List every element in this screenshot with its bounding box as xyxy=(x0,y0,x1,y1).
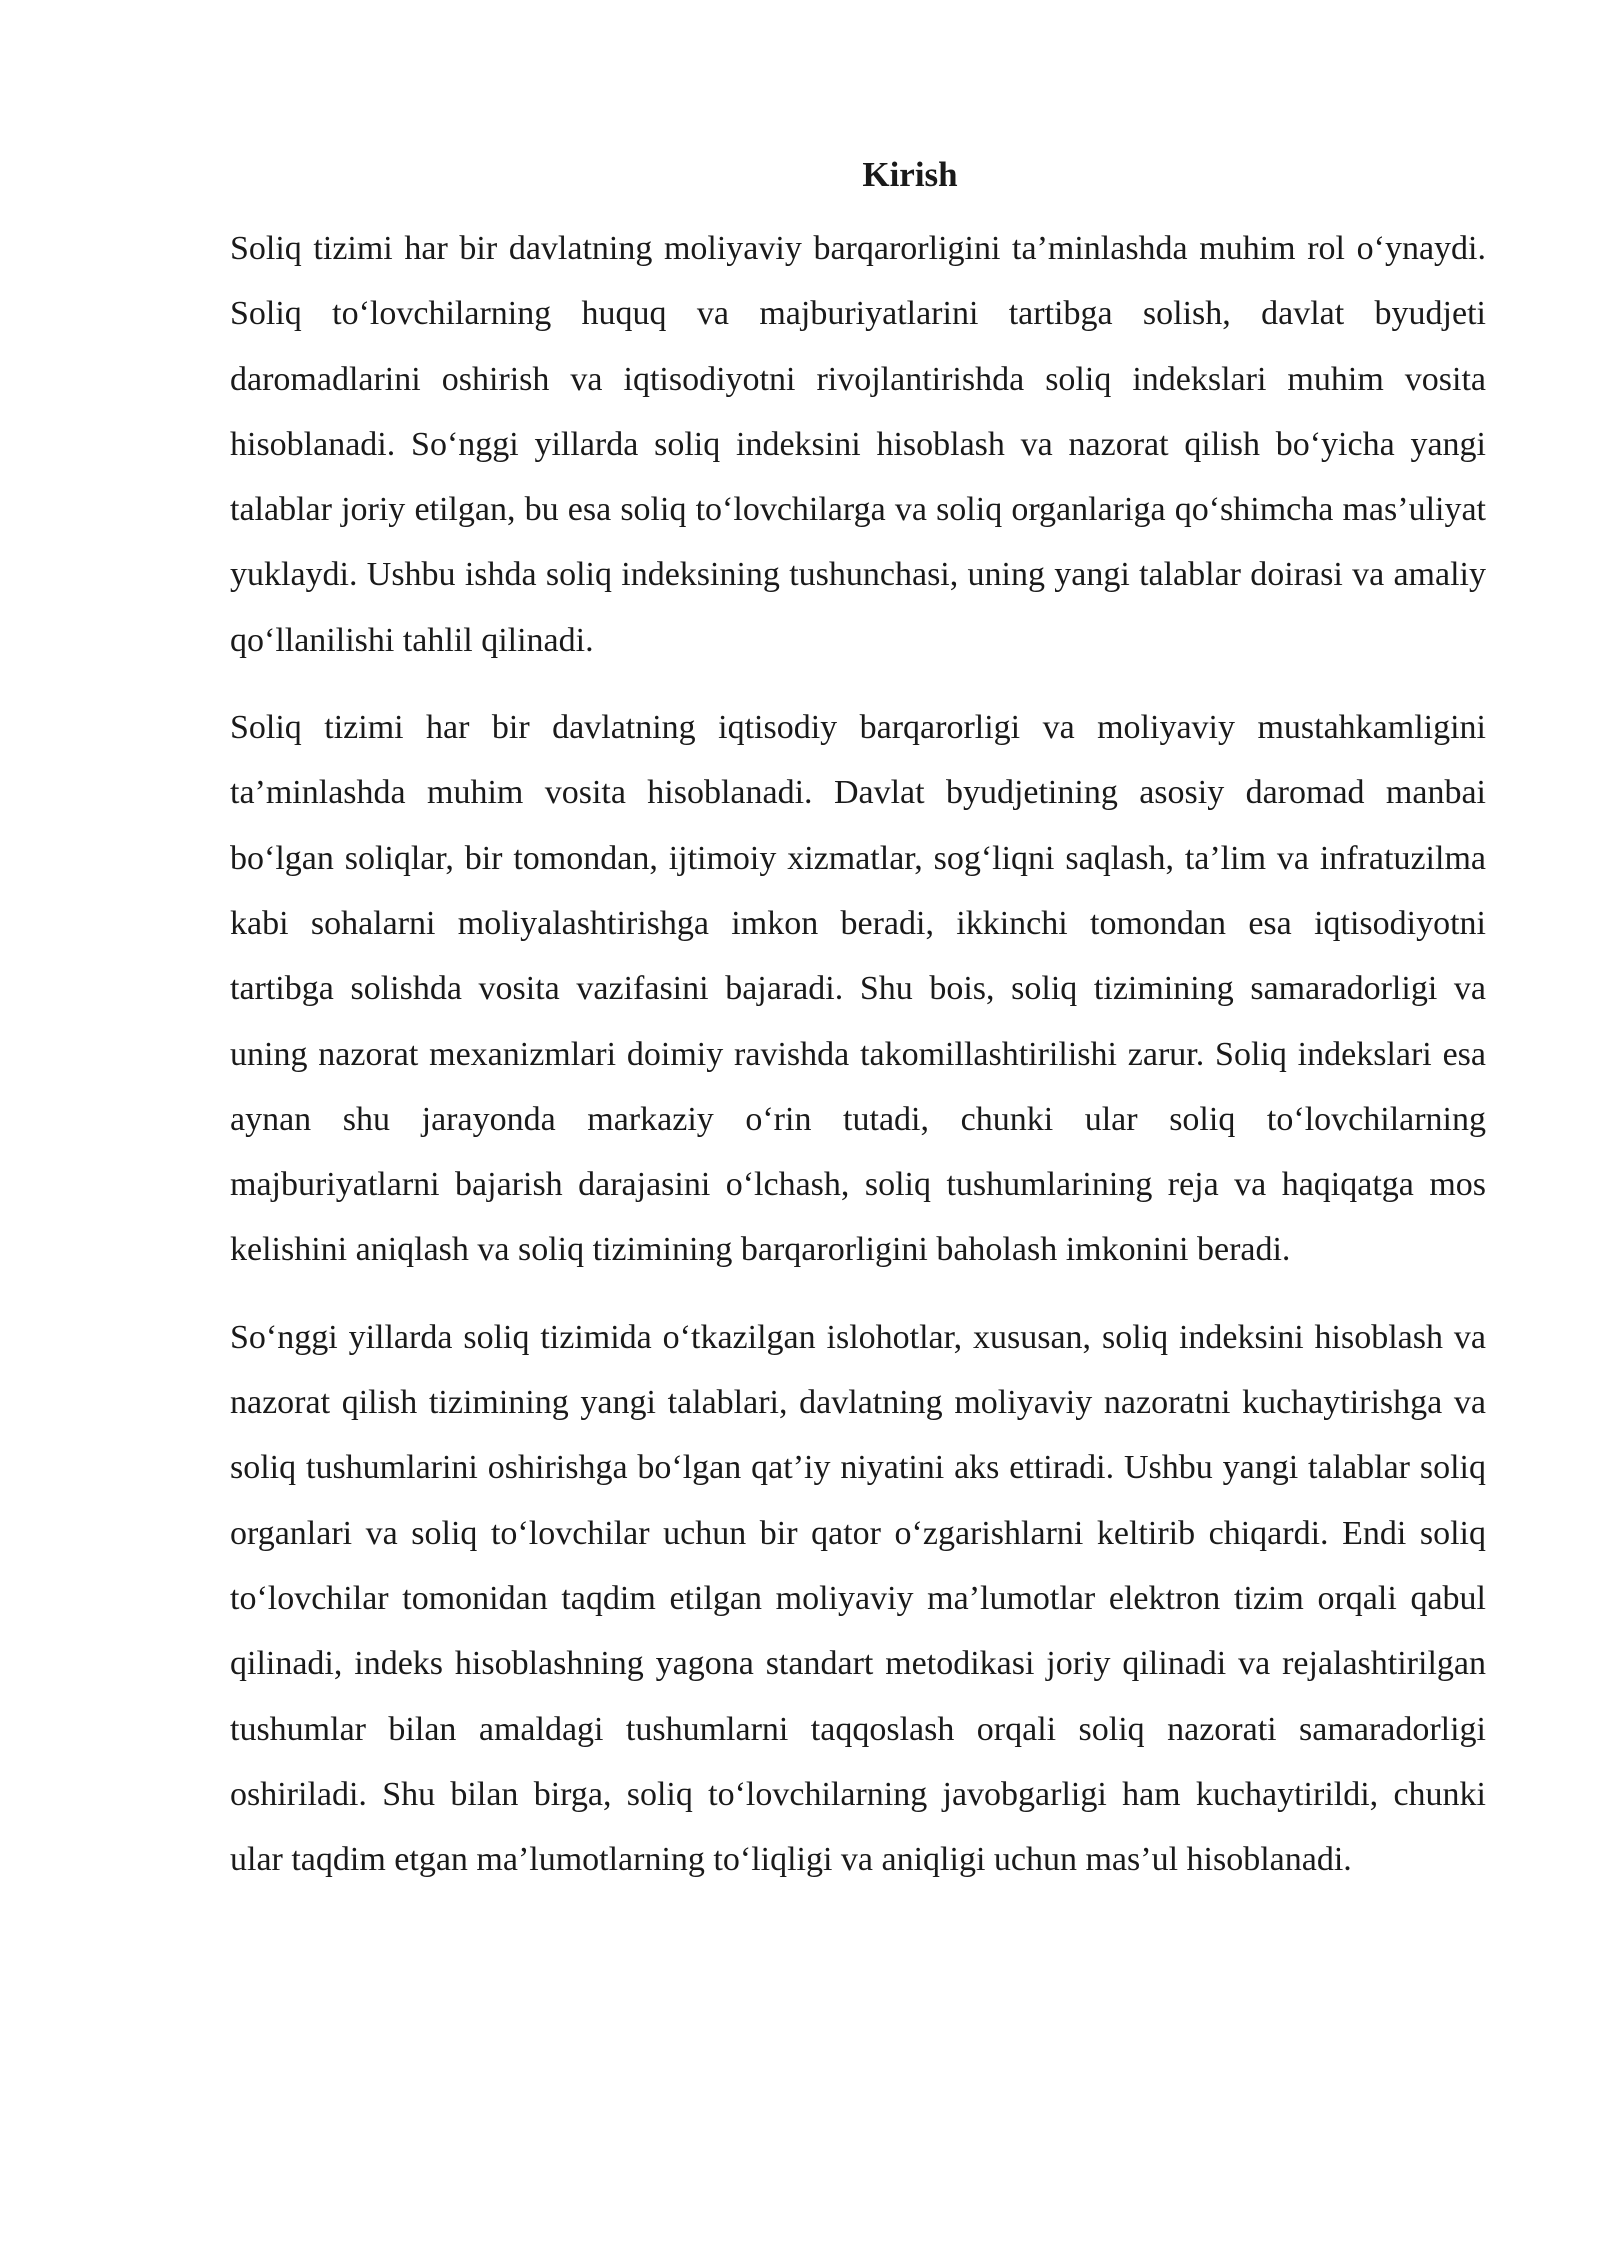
document-body xyxy=(230,146,1486,1914)
paragraph: So‘nggi yillarda soliq tizimida o‘tkazilgan islohotlar, xususan, soliq indeksini hisoblash va nazorat qilish tizimining yangi talablari, davlatning moliyaviy nazoratni kuchaytirishga va soliq tushumlarini oshirishga bo‘lgan qat’iy niyatini aks ettiradi. Ushbu yangi talablar soliq organlari va soliq to‘lovchilar uchun bir qator o‘zgarishlarni keltirib chiqardi. Endi soliq to‘lovchilar tomonidan taqdim etilgan moliyaviy ma’lumotlar elektron tizim orqali qabul qilinadi, indeks hisoblashning yagona standart metodikasi joriy qilinadi va rejalashtirilgan tushumlar bilan amaldagi tushumlarni taqqoslash orqali soliq nazorati samaradorligi oshiriladi. Shu bilan birga, soliq to‘lovchilarning javobgarligi ham kuchaytirildi, chunki ular taqdim etgan ma’lumotlarning to‘liqligi va aniqligi uchun mas’ul hisoblanadi. xyxy=(230,1318,1486,1879)
paragraph: Soliq tizimi har bir davlatning iqtisodiy barqarorligi va moliyaviy mustahkamligini ta’minlashda muhim vosita hisoblanadi. Davlat byudjetining asosiy daromad manbai bo‘lgan soliqlar, bir tomondan, ijtimoiy xizmatlar, sog‘liqni saqlash, ta’lim va infratuzilma kabi sohalarni moliyalashtirishga imkon beradi, ikkinchi tomondan esa iqtisodiyotni tartibga solishda vosita vazifasini bajaradi. Shu bois, soliq tizimining samaradorligi va uning nazorat mexanizmlari doimiy ravishda takomillashtirilishi zarur. Soliq indekslari esa aynan shu jarayonda markaziy o‘rin tutadi, chunki ular soliq to‘lovchilarning majburiyatlarni bajarish darajasini o‘lchash, soliq tushumlarining reja va haqiqatga mos kelishini aniqlash va soliq tizimining barqarorligini baholash imkonini beradi. xyxy=(230,709,1486,1269)
paragraph: Soliq tizimi har bir davlatning moliyaviy barqarorligini ta’minlashda muhim rol o‘ynaydi. Soliq to‘lovchilarning huquq va majburiyatlarini tartibga solish, davlat byudjeti daromadlarini oshirish va iqtisodiyotni rivojlantirishda soliq indekslari muhim vosita hisoblanadi. So‘nggi yillarda soliq indeksini hisoblash va nazorat qilish bo‘yicha yangi talablar joriy etilgan, bu esa soliq to‘lovchilarga va soliq organlariga qo‘shimcha mas’uliyat yuklaydi. Ushbu ishda soliq indeksining tushunchasi, uning yangi talablar doirasi va amaliy qo‘llanilishi tahlil qilinadi. xyxy=(230,230,1486,659)
page-title: Kirish xyxy=(862,155,958,194)
